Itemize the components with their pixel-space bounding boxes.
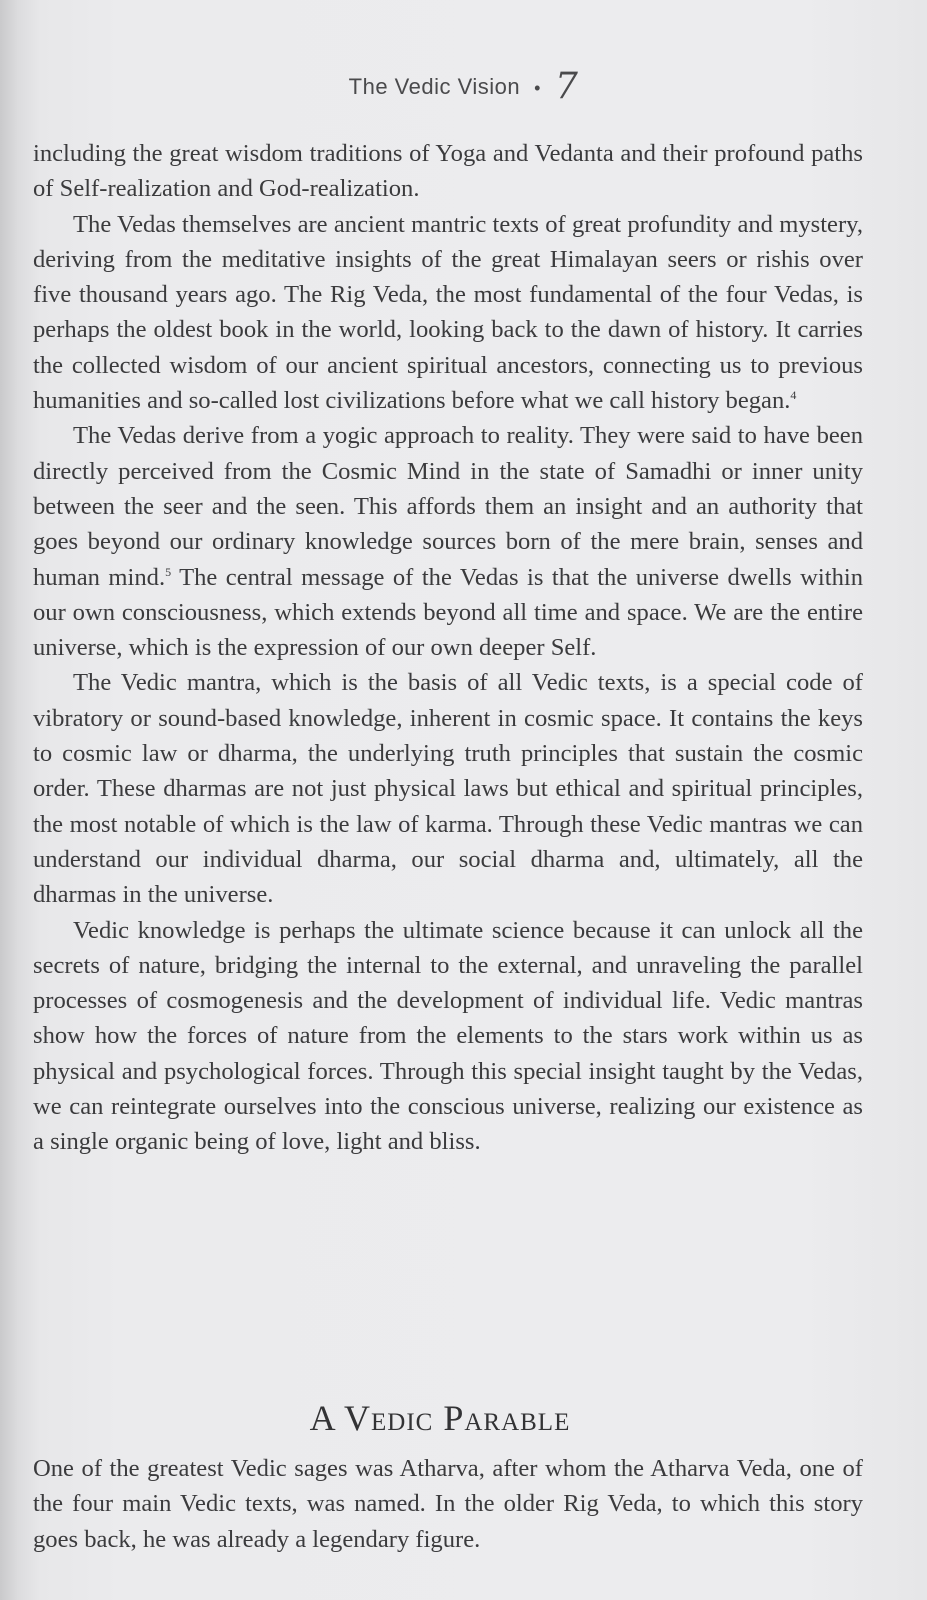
paragraph-3-text-a: The Vedas derive from a yogic approach to reality. They were said to have been directly perceived from the Cosmic Mind in the state of Samadhi or inner unity between the seer and the seen. This affords them an insight and an authority that goes beyond our ordinary knowledge sources born of the mere brain, senses and human mind. <box>33 422 863 591</box>
paragraph-3 <box>33 418 863 665</box>
header-separator: • <box>534 77 541 98</box>
running-header <box>0 66 927 107</box>
footnote-ref-4: 4 <box>790 387 797 402</box>
body-text <box>33 136 863 1160</box>
paragraph-2 <box>33 207 863 419</box>
paragraph-1: including the great wisdom traditions of Yoga and Vedanta and their profound paths of Self-realization and God-realization. <box>33 140 863 203</box>
paragraph-4: The Vedic mantra, which is the basis of all Vedic texts, is a special code of vibratory or sound-based knowledge, inherent in cosmic space. It contains the keys to cosmic law or dharma, the underlying truth principles that sustain the cosmic order. These dharmas are not just physical laws but ethical and spiritual principles, the most notable of which is the law of karma. Through these Vedic mantras we can understand our individual dharma, our social dharma and, ultimately, all the dharmas in the universe. <box>33 669 863 909</box>
section-paragraph-1: One of the greatest Vedic sages was Atharva, after whom the Atharva Veda, one of the four main Vedic texts, was named. In the older Rig Veda, to which this story goes back, he was already a legendary figure. <box>33 1455 863 1553</box>
paragraph-5: Vedic knowledge is perhaps the ultimate science because it can unlock all the secrets of nature, bridging the internal to the external, and unraveling the parallel processes of cosmogenesis and the development of individual life. Vedic mantras show how the forces of nature from the elements to the stars work within us as physical and psychological forces. Through this special insight taught by the Vedas, we can reintegrate ourselves into the conscious universe, realizing our existence as a single organic being of love, light and bliss. <box>33 916 863 1156</box>
section-heading: A Vedic Parable <box>309 1398 571 1438</box>
paragraph-2-text: The Vedas themselves are ancient mantric texts of great profundity and mystery, deriving from the meditative insights of the great Himalayan seers or rishis over five thousand years ago. The Rig Veda, the most fundamental of the four Vedas, is perhaps the oldest book in the world, looking back to the dawn of history. It carries the collected wisdom of our ancient spiritual ancestors, connecting us to previous humanities and so-called lost civilizations before what we call history began. <box>33 210 863 415</box>
footnote-ref-5: 5 <box>165 564 172 579</box>
running-title: The Vedic Vision <box>348 74 521 99</box>
page-number: 7 <box>554 66 579 107</box>
section-body-text <box>33 1451 863 1557</box>
paragraph-3-text-b: The central message of the Vedas is that the universe dwells within our own consciousness, which extends beyond all time and space. We are the entire universe, which is the expression of our own deeper Self. <box>33 563 863 662</box>
